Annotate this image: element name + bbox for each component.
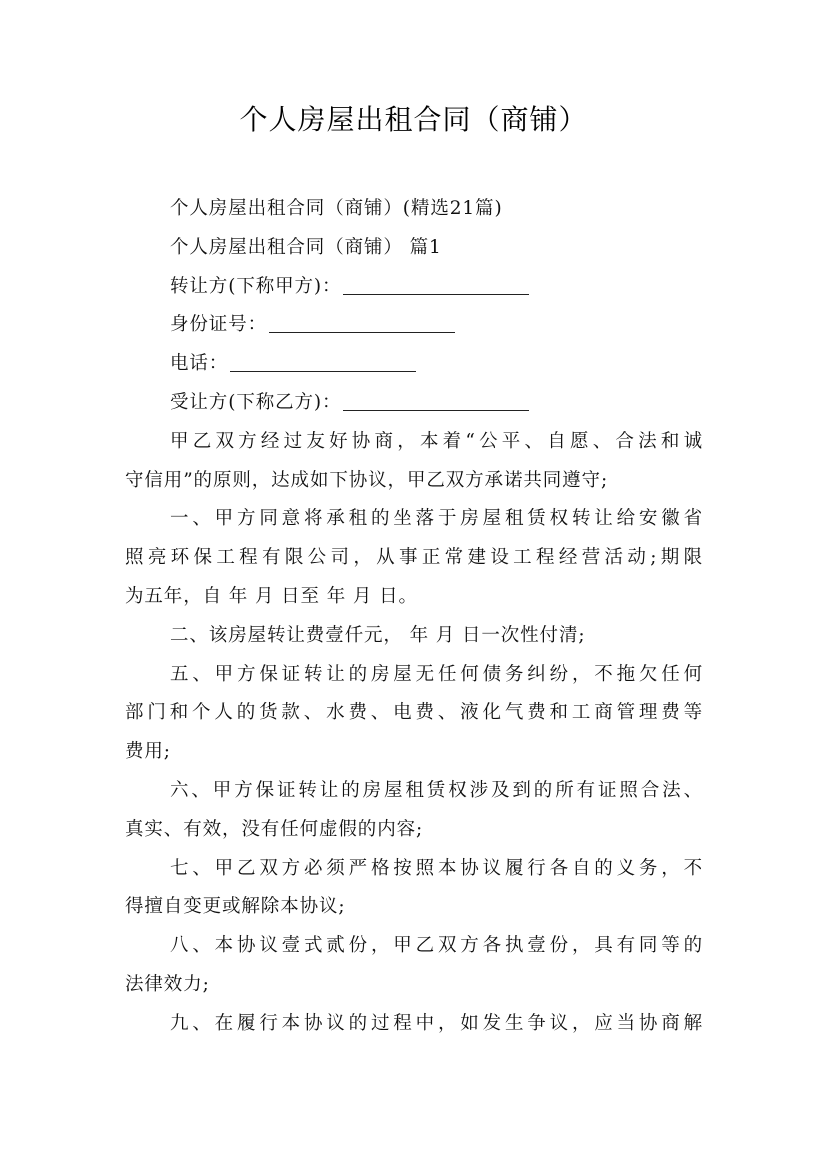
transferor-field	[125, 268, 703, 307]
paragraph-line: 得擅自变更或解除本协议;	[125, 896, 346, 918]
id-number-label: 身份证号：	[170, 314, 268, 336]
paragraph-line: 二、该房屋转让费壹仟元， 年 月 日一次性付清;	[170, 624, 586, 646]
paragraph-line: 七、甲乙双方必须严格按照本协议履行各自的义务，不	[170, 857, 703, 879]
document-body	[125, 190, 703, 1044]
phone-field	[125, 345, 703, 384]
paragraph-line: 五、甲方保证转让的房屋无任何债务纠纷，不拖欠任何	[170, 663, 703, 685]
paragraph-line: 费用;	[125, 741, 171, 763]
phone-blank	[230, 351, 416, 372]
transferee-blank	[343, 390, 529, 411]
section-heading-line: 个人房屋出租合同（商铺） 篇1	[170, 236, 442, 258]
paragraph-line: 真实、有效，没有任何虚假的内容;	[125, 818, 424, 840]
id-number-blank	[269, 312, 455, 333]
transferee-field	[125, 384, 703, 423]
paragraph-line: 六、甲方保证转让的房屋租赁权涉及到的所有证照合法、	[170, 779, 703, 801]
paragraph-line: 一、甲方同意将承租的坐落于房屋租赁权转让给安徽省	[170, 508, 703, 530]
phone-label: 电话：	[170, 353, 229, 375]
paragraph-line: 甲乙双方经过友好协商，本着“公平、自愿、合法和诚	[170, 430, 703, 452]
paragraph-line: 照亮环保工程有限公司，从事正常建设工程经营活动;期限	[125, 547, 703, 569]
paragraph-line: 为五年，自 年 月 日至 年 月 日。	[125, 585, 418, 607]
transferee-label: 受让方(下称乙方)：	[170, 391, 342, 413]
paragraph-line: 法律效力;	[125, 973, 210, 995]
paragraph-line: 八、本协议壹式贰份，甲乙双方各执壹份，具有同等的	[170, 935, 703, 957]
document-title: 个人房屋出租合同（商铺）	[239, 103, 588, 136]
id-number-field	[125, 306, 703, 345]
transferor-label: 转让方(下称甲方)：	[170, 275, 342, 297]
paragraph-line: 守信用”的原则，达成如下协议，甲乙双方承诺共同遵守;	[125, 469, 609, 491]
subtitle-line: 个人房屋出租合同（商铺）(精选21篇)	[170, 198, 503, 219]
transferor-blank	[343, 274, 529, 295]
paragraph-line: 部门和个人的货款、水费、电费、液化气费和工商管理费等	[125, 702, 703, 724]
paragraph-line: 九、在履行本协议的过程中，如发生争议，应当协商解	[170, 1012, 703, 1034]
